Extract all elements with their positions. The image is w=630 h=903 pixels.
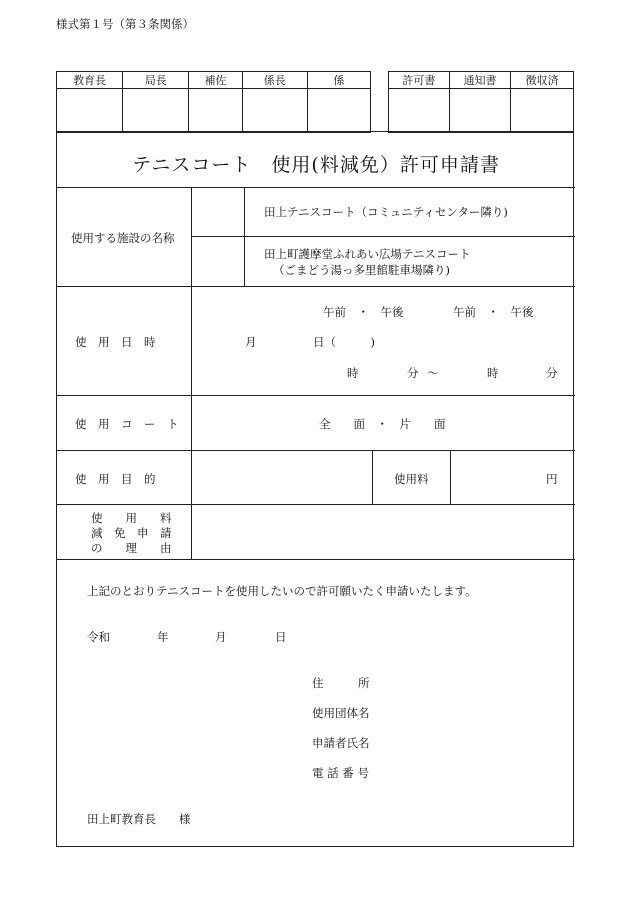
approval-header-director: 局長: [123, 72, 189, 89]
applicant-address-label: 住 所: [312, 676, 370, 690]
approval-stamp-box[interactable]: [511, 89, 574, 133]
end-hour-label: 時: [487, 366, 499, 380]
yen-label: 円: [546, 472, 558, 486]
start-minute-label: 分: [407, 366, 419, 380]
applicant-name-label: 申請者氏名: [312, 736, 370, 750]
facility-option1-checkbox[interactable]: [192, 188, 243, 236]
day-label: 日（ ): [313, 335, 375, 349]
approval-header-permit: 許可書: [389, 72, 450, 89]
approval-stamp-box[interactable]: [57, 89, 123, 133]
facility-label: 使用する施設の名称: [71, 231, 175, 245]
approval-table-right: [388, 71, 574, 133]
date-era: 令和: [87, 630, 110, 644]
facility-option1: 田上テニスコート（コミュニティセンター隣り): [264, 205, 508, 219]
reduction-label-line2: 減 免 申 請: [91, 526, 172, 540]
facility-option2-line2: （ごまどう湯っ多里館駐車場隣り): [273, 263, 450, 277]
approval-table-left: [56, 71, 371, 133]
applicant-phone-label: 電 話 番 号: [312, 766, 369, 780]
fee-label: 使用料: [394, 472, 429, 486]
datetime-label: 使 用 日 時: [75, 335, 156, 349]
approval-header-staff: 係: [307, 72, 370, 89]
approval-header-assistant: 補佐: [189, 72, 242, 89]
addressee: 田上町教育長 様: [87, 812, 191, 826]
approval-stamp-box[interactable]: [449, 89, 511, 133]
ampm-selector-start[interactable]: 午前 ・ 午後: [323, 305, 404, 319]
approval-stamp-box[interactable]: [389, 89, 450, 133]
approval-header-superintendent: 教育長: [57, 72, 123, 89]
application-statement: 上記のとおりテニスコートを使用したいので許可願いたく申請いたします。: [87, 584, 477, 598]
facility-option2-checkbox[interactable]: [192, 237, 243, 285]
end-minute-label: 分: [546, 366, 558, 380]
approval-stamp-box[interactable]: [123, 89, 189, 133]
form-title: テニスコート 使用(料減免）許可申請書: [132, 154, 500, 176]
start-hour-label: 時: [347, 366, 359, 380]
applicant-group-label: 使用団体名: [312, 706, 370, 720]
date-day: 日: [275, 630, 287, 644]
court-label: 使 用 コ ー ト: [75, 417, 179, 431]
reduction-reason-field[interactable]: [193, 506, 573, 557]
range-tilde: ～: [427, 366, 439, 380]
reduction-label-line3: の 理 由: [91, 541, 172, 555]
reduction-label-line1: 使 用 料: [91, 511, 172, 525]
application-form: [56, 131, 574, 847]
approval-header-notice: 通知書: [449, 72, 511, 89]
ampm-selector-end[interactable]: 午前 ・ 午後: [453, 305, 534, 319]
approval-stamp-box[interactable]: [307, 89, 370, 133]
court-selector[interactable]: 全 面 ・ 片 面: [319, 417, 446, 431]
approval-stamp-box[interactable]: [242, 89, 307, 133]
month-label: 月: [245, 335, 257, 349]
approval-stamp-box[interactable]: [189, 89, 242, 133]
applicant-phone-field[interactable]: [377, 760, 567, 782]
form-number: 様式第１号（第３条関係）: [56, 17, 194, 31]
date-month: 月: [215, 630, 227, 644]
purpose-label: 使 用 目 的: [75, 472, 156, 486]
date-year: 年: [157, 630, 169, 644]
applicant-name-field[interactable]: [377, 730, 567, 752]
approval-header-collected: 徴収済: [511, 72, 574, 89]
applicant-group-field[interactable]: [377, 700, 567, 722]
facility-option2-line1: 田上町護摩堂ふれあい広場テニスコート: [264, 247, 471, 261]
applicant-address-field[interactable]: [377, 670, 567, 692]
approval-header-section-chief: 係長: [242, 72, 307, 89]
purpose-field[interactable]: [193, 452, 370, 502]
